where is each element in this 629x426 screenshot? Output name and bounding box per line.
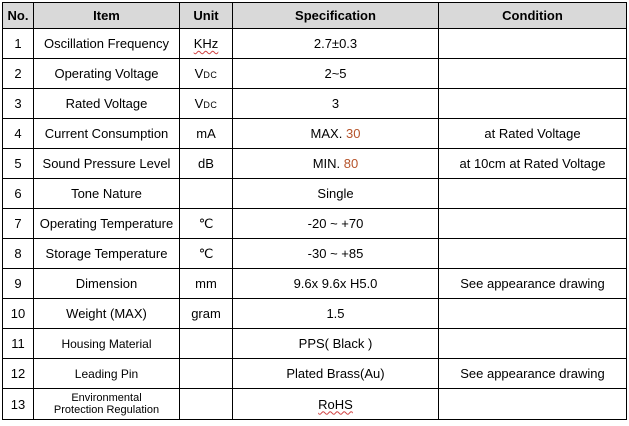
row-condition bbox=[439, 329, 627, 359]
row-spec: 1.5 bbox=[233, 299, 439, 329]
row-no: 6 bbox=[3, 179, 34, 209]
unit-sub: DC bbox=[203, 70, 218, 80]
row-spec: 9.6x 9.6x H5.0 bbox=[233, 269, 439, 299]
row-no: 11 bbox=[3, 329, 34, 359]
spec-prefix: MAX. bbox=[310, 126, 343, 141]
row-no: 5 bbox=[3, 149, 34, 179]
row-item: Operating Temperature bbox=[34, 209, 180, 239]
specification-table bbox=[2, 2, 627, 420]
row-spec: 2~5 bbox=[233, 59, 439, 89]
row-condition bbox=[439, 179, 627, 209]
spec-value: 30 bbox=[345, 126, 361, 141]
row-item: Current Consumption bbox=[34, 119, 180, 149]
header-row bbox=[3, 3, 627, 29]
unit-text: KHz bbox=[193, 36, 219, 51]
row-no: 13 bbox=[3, 389, 34, 420]
row-no: 7 bbox=[3, 209, 34, 239]
header-item: Item bbox=[34, 3, 180, 29]
row-item: Weight (MAX) bbox=[34, 299, 180, 329]
table-row bbox=[3, 179, 627, 209]
row-condition bbox=[439, 29, 627, 59]
row-spec: PPS( Black ) bbox=[233, 329, 439, 359]
table-row bbox=[3, 329, 627, 359]
row-item: Oscillation Frequency bbox=[34, 29, 180, 59]
row-item: Rated Voltage bbox=[34, 89, 180, 119]
row-unit bbox=[180, 29, 233, 59]
table-body bbox=[3, 29, 627, 420]
table-row bbox=[3, 269, 627, 299]
row-unit bbox=[180, 389, 233, 420]
table-header bbox=[3, 3, 627, 29]
row-item: Dimension bbox=[34, 269, 180, 299]
table-row bbox=[3, 299, 627, 329]
row-no: 9 bbox=[3, 269, 34, 299]
row-unit: dB bbox=[180, 149, 233, 179]
item-line-1: Environmental bbox=[71, 392, 142, 404]
table-row bbox=[3, 119, 627, 149]
row-unit: ℃ bbox=[180, 239, 233, 269]
table-row bbox=[3, 359, 627, 389]
row-condition bbox=[439, 389, 627, 420]
row-no: 12 bbox=[3, 359, 34, 389]
row-spec: 2.7±0.3 bbox=[233, 29, 439, 59]
unit-main: V bbox=[194, 96, 204, 111]
row-condition: at 10cm at Rated Voltage bbox=[439, 149, 627, 179]
spec-prefix: MIN. bbox=[312, 156, 341, 171]
table-row bbox=[3, 209, 627, 239]
table-row bbox=[3, 59, 627, 89]
row-unit bbox=[180, 59, 233, 89]
row-item: Operating Voltage bbox=[34, 59, 180, 89]
spec-text: RoHS bbox=[318, 396, 353, 412]
table-row bbox=[3, 389, 627, 420]
header-specification: Specification bbox=[233, 3, 439, 29]
row-unit bbox=[180, 89, 233, 119]
item-line-2: Protection Regulation bbox=[53, 404, 160, 416]
row-no: 8 bbox=[3, 239, 34, 269]
row-condition bbox=[439, 59, 627, 89]
row-no: 3 bbox=[3, 89, 34, 119]
row-condition: See appearance drawing bbox=[439, 269, 627, 299]
row-unit: mA bbox=[180, 119, 233, 149]
row-item bbox=[34, 389, 180, 420]
row-unit bbox=[180, 329, 233, 359]
header-no: No. bbox=[3, 3, 34, 29]
row-condition: See appearance drawing bbox=[439, 359, 627, 389]
row-item: Sound Pressure Level bbox=[34, 149, 180, 179]
row-condition bbox=[439, 89, 627, 119]
row-item: Storage Temperature bbox=[34, 239, 180, 269]
table-row bbox=[3, 239, 627, 269]
row-no: 10 bbox=[3, 299, 34, 329]
row-no: 1 bbox=[3, 29, 34, 59]
row-no: 2 bbox=[3, 59, 34, 89]
row-no: 4 bbox=[3, 119, 34, 149]
row-item: Leading Pin bbox=[34, 359, 180, 389]
row-spec: -30 ~ +85 bbox=[233, 239, 439, 269]
row-spec bbox=[233, 389, 439, 420]
row-condition bbox=[439, 209, 627, 239]
header-condition: Condition bbox=[439, 3, 627, 29]
row-unit bbox=[180, 359, 233, 389]
table-row bbox=[3, 29, 627, 59]
row-unit bbox=[180, 179, 233, 209]
row-unit: ℃ bbox=[180, 209, 233, 239]
row-condition: at Rated Voltage bbox=[439, 119, 627, 149]
row-unit: gram bbox=[180, 299, 233, 329]
header-unit: Unit bbox=[180, 3, 233, 29]
row-unit: mm bbox=[180, 269, 233, 299]
row-spec: 3 bbox=[233, 89, 439, 119]
row-spec bbox=[233, 119, 439, 149]
row-spec bbox=[233, 149, 439, 179]
row-spec: Plated Brass(Au) bbox=[233, 359, 439, 389]
table-row bbox=[3, 149, 627, 179]
row-spec: -20 ~ +70 bbox=[233, 209, 439, 239]
unit-sub: DC bbox=[203, 100, 218, 110]
row-item: Housing Material bbox=[34, 329, 180, 359]
row-spec: Single bbox=[233, 179, 439, 209]
row-condition bbox=[439, 299, 627, 329]
unit-main: V bbox=[194, 66, 204, 81]
spec-value: 80 bbox=[343, 156, 359, 171]
row-item: Tone Nature bbox=[34, 179, 180, 209]
table-row bbox=[3, 89, 627, 119]
row-condition bbox=[439, 239, 627, 269]
